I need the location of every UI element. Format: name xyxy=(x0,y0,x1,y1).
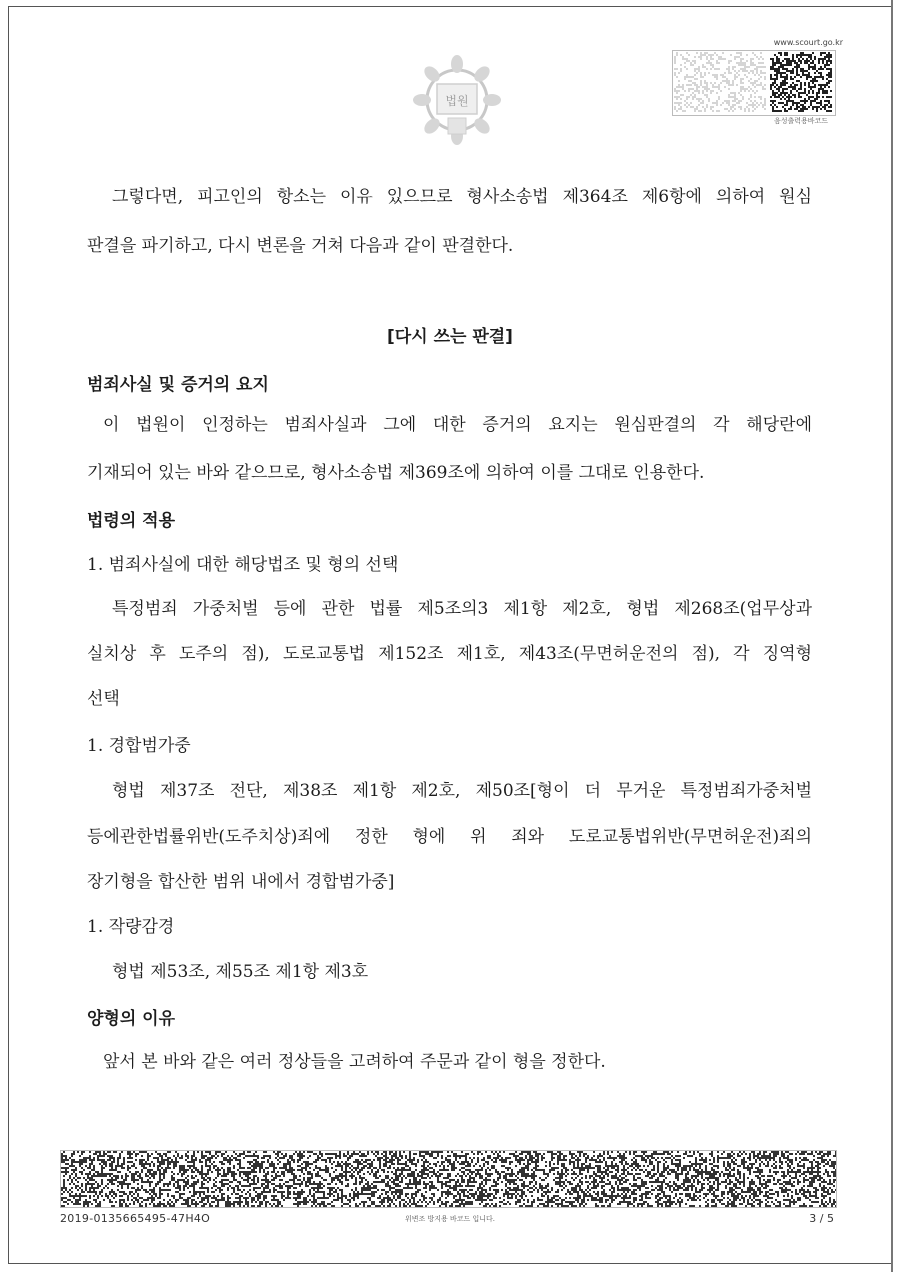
document-id: 2019-0135665495-47H4O xyxy=(60,1212,211,1225)
paragraph-line: 이 법원이 인정하는 범죄사실과 그에 대한 증거의 요지는 원심판결의 각 해당란에 xyxy=(103,415,812,435)
paragraph-line: 장기형을 합산한 범위 내에서 경합범가중] xyxy=(87,872,395,892)
voice-barcode-icon xyxy=(770,52,832,112)
paragraph-line: 판결을 파기하고, 다시 변론을 거쳐 다음과 같이 판결한다. xyxy=(87,236,514,256)
paragraph-line: 앞서 본 바와 같은 여러 정상들을 고려하여 주문과 같이 형을 정한다. xyxy=(103,1052,606,1072)
heading-facts: 범죄사실 및 증거의 요지 xyxy=(87,375,269,395)
heading-law: 법령의 적용 xyxy=(87,511,176,531)
page-number: 3 / 5 xyxy=(809,1212,834,1225)
list-item-title: 1. 범죄사실에 대한 해당법조 및 형의 선택 xyxy=(87,555,399,575)
paragraph-line: 실치상 후 도주의 점), 도로교통법 제152조 제1호, 제43조(무면허운전의 점), 각 징역형 xyxy=(87,644,812,664)
court-url: www.scourt.go.kr xyxy=(773,38,843,47)
section-title: [다시 쓰는 판결] xyxy=(387,327,513,347)
page-edge xyxy=(891,0,893,1272)
paragraph-line: 특정범죄 가중처벌 등에 관한 법률 제5조의3 제1항 제2호, 형법 제268조(업무상과 xyxy=(112,599,812,619)
barcode-notice: 위변조 방지용 바코드 입니다. xyxy=(404,1215,496,1223)
paragraph-line: 기재되어 있는 바와 같으므로, 형사소송법 제369조에 의하여 이를 그대로 인용한다. xyxy=(87,463,705,483)
paragraph-line: 형법 제37조 전단, 제38조 제1항 제2호, 제50조[형이 더 무거운 특정범죄가중처벌 xyxy=(112,781,812,801)
paragraph-line: 형법 제53조, 제55조 제1항 제3호 xyxy=(112,962,369,982)
barcode-caption: 음성출력용바코드 xyxy=(773,117,829,125)
heading-sentencing: 양형의 이유 xyxy=(87,1009,176,1029)
paragraph-line: 그렇다면, 피고인의 항소는 이유 있으므로 형사소송법 제364조 제6항에 의하여 원심 xyxy=(112,187,812,207)
list-item-title: 1. 경합범가중 xyxy=(87,736,191,756)
seal-text: 법원 xyxy=(445,94,469,108)
paragraph-line: 등에관한법률위반(도주치상)죄에 정한 형에 위 죄와 도로교통법위반(무면허운전)죄의 xyxy=(87,827,812,847)
list-item-title: 1. 작량감경 xyxy=(87,917,175,937)
paragraph-line: 선택 xyxy=(87,689,120,709)
watermark-pattern xyxy=(674,52,766,112)
anti-forgery-barcode-icon xyxy=(60,1150,837,1208)
